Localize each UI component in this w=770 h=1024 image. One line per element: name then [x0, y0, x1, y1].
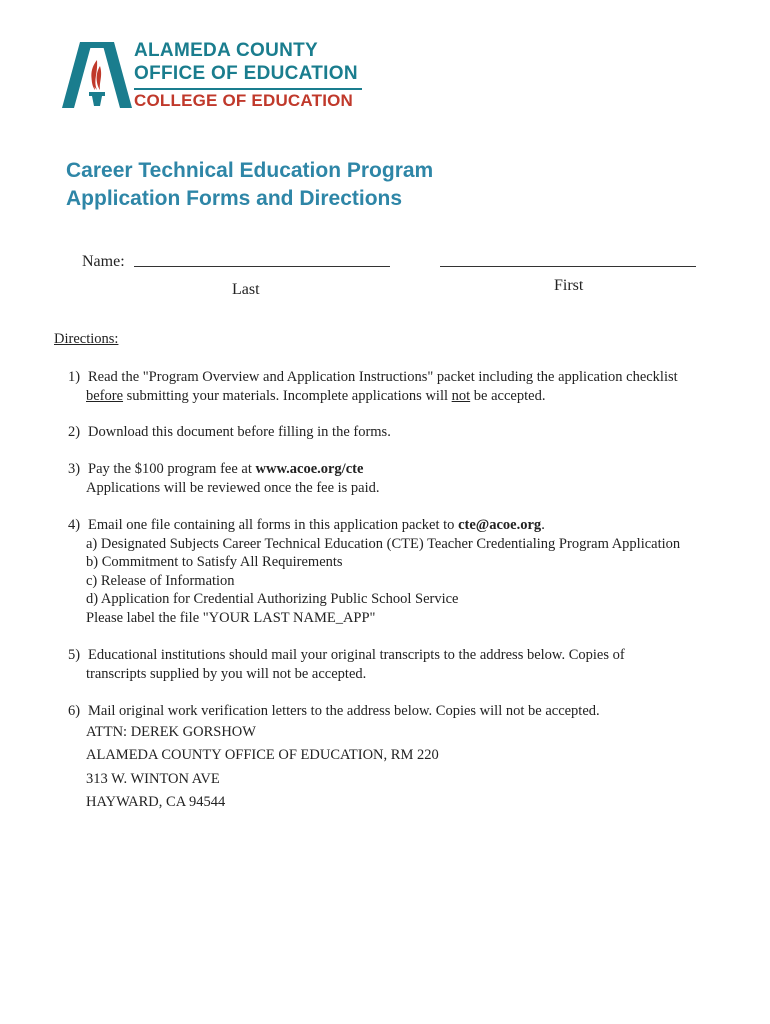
- direction-item-3: [68, 460, 380, 497]
- emphasis-not: not: [451, 387, 471, 404]
- item-text: .: [541, 517, 545, 533]
- sub-item-a: a) Designated Subjects Career Technical Education (CTE) Teacher Credentialing Program Application: [86, 535, 681, 552]
- acoe-logo: [62, 40, 372, 112]
- direction-item-5: [68, 646, 625, 683]
- title-line-2: Application Forms and Directions: [66, 187, 403, 210]
- directions-heading: Directions:: [54, 331, 119, 347]
- item-number: 3): [68, 461, 81, 477]
- logo-divider: [134, 88, 362, 90]
- sub-item-c: c) Release of Information: [86, 572, 235, 589]
- name-row: [0, 253, 770, 303]
- logo-line-3: COLLEGE OF EDUCATION: [134, 91, 354, 110]
- item-number: 5): [68, 647, 81, 663]
- title-line-1: Career Technical Education Program: [66, 159, 434, 182]
- item-number: 1): [68, 369, 81, 385]
- item-text: Email one file containing all forms in this application packet to: [88, 517, 459, 533]
- item-number: 2): [68, 424, 81, 440]
- last-name-caption: Last: [232, 281, 260, 298]
- sub-item-d: d) Application for Credential Authorizing Public School Service: [86, 591, 459, 607]
- item-number: 4): [68, 517, 81, 533]
- item-text: transcripts supplied by you will not be accepted.: [86, 665, 367, 682]
- item-text: submitting your materials. Incomplete applications will: [123, 387, 452, 404]
- address-line: 313 W. WINTON AVE: [86, 770, 220, 787]
- fee-link[interactable]: www.acoe.org/cte: [255, 461, 364, 477]
- direction-item-1: [68, 368, 678, 405]
- logo-line-2: OFFICE OF EDUCATION: [134, 63, 358, 84]
- item-number: 6): [68, 703, 81, 719]
- address-line: ALAMEDA COUNTY OFFICE OF EDUCATION, RM 220: [86, 747, 439, 763]
- address-line: ATTN: DEREK GORSHOW: [86, 723, 256, 740]
- item-text: be accepted.: [470, 387, 546, 404]
- document-title: [66, 157, 433, 213]
- address-line: HAYWARD, CA 94544: [86, 794, 226, 810]
- first-name-caption: First: [554, 277, 584, 294]
- mailing-address: [68, 721, 600, 815]
- emphasis-before: before: [86, 387, 124, 404]
- item-text: Download this document before filling in the forms.: [88, 424, 391, 440]
- first-name-field[interactable]: [440, 266, 696, 267]
- email-link[interactable]: cte@acoe.org: [458, 517, 542, 533]
- sub-item-b: b) Commitment to Satisfy All Requirements: [86, 554, 343, 570]
- file-label-note: Please label the file "YOUR LAST NAME_APP": [86, 609, 376, 626]
- torch-logo-mark: [62, 40, 132, 110]
- item-text: Pay the $100 program fee at: [88, 461, 256, 477]
- item-text: Educational institutions should mail your original transcripts to the address below. Copies of: [88, 647, 625, 663]
- direction-item-4: [68, 516, 680, 627]
- item-text: Applications will be reviewed once the fee is paid.: [86, 479, 380, 496]
- logo-line-1: ALAMEDA COUNTY: [134, 40, 318, 61]
- item-text: Mail original work verification letters to the address below. Copies will not be accepted.: [88, 703, 600, 719]
- item-text: Read the "Program Overview and Application Instructions" packet including the application checklist: [88, 369, 678, 385]
- last-name-field[interactable]: [134, 266, 390, 267]
- direction-item-2: [68, 423, 391, 442]
- name-label: Name:: [82, 253, 125, 270]
- direction-item-6: [68, 702, 600, 815]
